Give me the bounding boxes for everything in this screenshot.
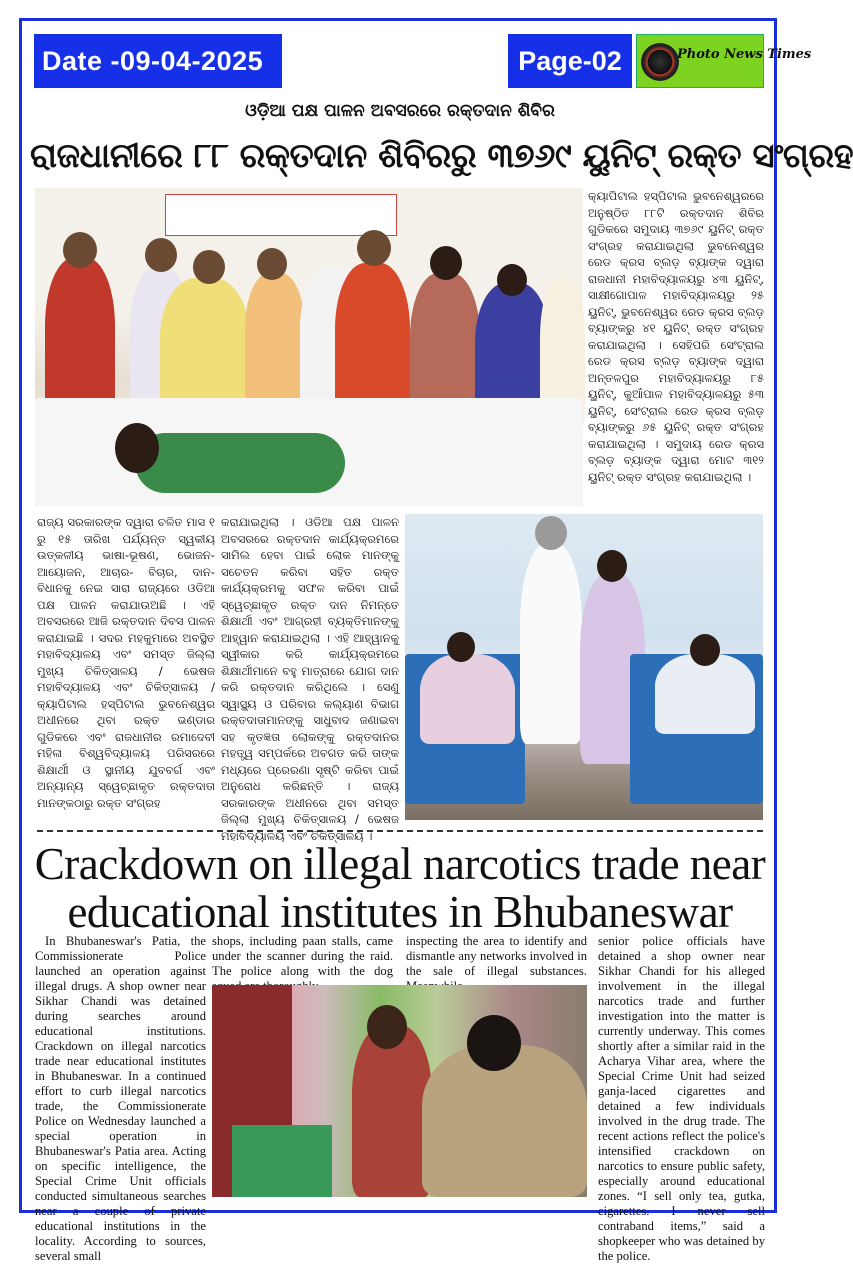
date-label: Date -09-04-2025 [34, 34, 282, 88]
english-column-4: senior police officials have detained a shop owner near Sikhar Chandi for his alleged involvement in the illegal narcotics trade and further investigation into the matter is currently underway. This comes shortly after a similar raid in the Acharya Vihar area, where the Special Crime Unit had seized ganja-laced cigarettes and detained a few individuals involved in the drug trade. The recent actions reflect the police's intensified crackdown on narcotics to ensure public safety, especially around educational zones. “I sell only tea, gutka, cigarettes. I never sell contraband items,” said a shopkeeper who was detained by the police. [598, 934, 765, 1263]
camera-lens-icon [641, 43, 679, 81]
logo-text: Photo News Times [677, 47, 812, 62]
odia-headline: ରାଜଧାନୀରେ ୮୮ ରକ୍ତଦାନ ଶିବିରରୁ ୩୭୬୯ ୟୁନିଟ୍ ରକ୍ତ ସଂଗ୍ରହ [30, 136, 853, 176]
english-column-2: shops, including paan stalls, came under the scanner during the raid. The police along with the dog [212, 934, 393, 978]
odia-body-column-2: କରାଯାଇଥିଲା । ଓଡିଆ ପକ୍ଷ ପାଳନ ଅବସରରେ ରକ୍ତଦାନ କାର୍ଯ୍ୟକ୍ରମରେ ସାମିଲ ହେବା ପାଇଁ ଲୋକ ମାନଙ୍କୁ ସଚେତନ କରିବା ସହିତ ରକ୍ତ କାର୍ଯ୍ୟକ୍ରମକୁ ସଫଳ କରିବା ପାଇଁ ସ୍ୱେଚ୍ଛାକୃତ ରକ୍ତ ଦାନ ନିମନ୍ତେ ଶିକ୍ଷାର୍ଥୀ ଏବଂ ଆଗ୍ରହୀ ବ୍ୟକ୍ତିମାନଙ୍କୁ ଆହ୍ୱାନ କରାଯାଇଥିଲା । ଏହି ଆହ୍ୱାନକୁ ସ୍ୱୀକାର କରି କାର୍ଯ୍ୟକ୍ରମରେ ଶିକ୍ଷାର୍ଥୀମାନେ ବହୁ ମାତ୍ରାରେ ଯୋଗ ଦାନ କରି ରକ୍ତଦାନ କରିଥିଲେ । ସେଣୁ ସ୍ୱାସ୍ଥ୍ୟ ଓ ପରିବାର କଲ୍ୟାଣ ବିଭାଗ ରକ୍ତଦାତାମାନଙ୍କୁ ସାଧୁବାଦ ଜଣାଇବା ସହ କୃତଜ୍ଞତା ଲୋକଙ୍କୁ ରକ୍ତଦାନର ମହତ୍ତ୍ୱ ସମ୍ପର୍କରେ ଅବଗତ କରି ତାଙ୍କ ମଧ୍ୟରେ ପ୍ରେରଣା ସୃଷ୍ଟି କରିବା ପାଇଁ ଅନୁରୋଧ କରିଛନ୍ତି । ରାଜ୍ୟ ସରକାରଙ୍କ ଅଧୀନରେ ଥିବା ସମସ୍ତ ଜିଲ୍ଲା ମୁଖ୍ୟ ଚିକିତ୍ସାଳୟ / ଭେଷଜ ମହାବିଦ୍ୟାଳୟ ଏବଂ ଚିକିତ୍ସାଳୟ । [221, 515, 399, 843]
english-column-3: inspecting the area to identify and dismantle any networks involved in the sale of illegal substances. [406, 934, 587, 978]
publication-logo [636, 34, 812, 88]
police-shop-photo [212, 985, 587, 1197]
odia-right-column: କ୍ୟାପିଟାଲ ହସ୍ପିଟାଲ ଭୁବନେଶ୍ୱରରେ ଅନୁଷ୍ଠିତ ୮୮ଟି ରକ୍ତଦାନ ଶିବିର ଗୁଡିକରେ ସମୁଦାୟ ୩୭୬୯ ୟୁନିଟ୍ ରକ୍ତ ସଂଗ୍ରହ କରାଯାଇଥିଲା ଭୁବନେଶ୍ୱର ରେଡ କ୍ରସ ବ୍ଲଡ଼ ବ୍ୟାଙ୍କ ଦ୍ୱାରା ରାଜଧାନୀ ମହାବିଦ୍ୟାଳୟରୁ ୪୩ ୟୁନିଟ୍, ସାକ୍ଷୀଗୋପାଳ ମହାବିଦ୍ୟାଳୟରୁ ୨୫ ୟୁନିଟ୍, ଭୁବନେଶ୍ୱର ରେଡ କ୍ରସ ବ୍ଲଡ଼ ବ୍ୟାଙ୍କରୁ ୪୧ ୟୁନିଟ୍ ରକ୍ତ ସଂଗ୍ରହ କରାଯାଇଥିଲା । ସେହିପରି ସେଂଟ୍ରାଲ ରେଡ କ୍ରସ ବ୍ଲଡ଼ ବ୍ୟାଙ୍କ ଦ୍ୱାରା ଅନ୍ତଳପୁର ମହାବିଦ୍ୟାଳୟରୁ ୮୫ ୟୁନିଟ୍, କୁଆଁପାଳ ମହାବିଦ୍ୟାଳୟରୁ ୫୩ ୟୁନିଟ୍, ସେଂଟ୍ରାଲ ରେଡ କ୍ରସ ବ୍ଲଡ଼ ବ୍ୟାଙ୍କରୁ ୬୫ ୟୁନିଟ୍ ରକ୍ତ ସଂଗ୍ରହ କରାଯାଇଥିଲା । ସମୁଦାୟ ରେଡ କ୍ରସ ବ୍ଲଡ଼ ବ୍ୟାଙ୍କ ଦ୍ୱାରା ମୋଟ ୩୧୨ ୟୁନିଟ୍ ରକ୍ତ ସଂଗ୍ରହ କରାଯାଇଥିଲା । [588, 189, 764, 484]
odia-body-column-1: ରାଜ୍ୟ ସରକାରଙ୍କ ଦ୍ୱାରା ଚଳିତ ମାସ ୧ ରୁ ୧୫ ତାରିଖ ପର୍ଯ୍ୟନ୍ତ ସ୍ୱକୀୟ ଉତ୍କଳୀୟ ଭାଷା-ଭୂଷଣ, ଭୋଜନ-ଆୟୋଜନ, ଆଚାର- ବିଚାର, ଦାନ-ବିଧାନକୁ ନେଇ ସାରା ରାଜ୍ୟରେ ଓଡିଆ ପକ୍ଷ ପାଳନ କରାଯାଉଅଛି । ଏହି ଅବସରରେ ଆଜି ରକ୍ତଦାନ ଦିବସ ପାଳନ କରାଯାଇଛି । ସଦର ମହକୁମାରେ ଅବସ୍ଥିତ ମହାବିଦ୍ୟାଳୟ ଏବଂ ସମସ୍ତ ଜିଲ୍ଲା ମୁଖ୍ୟ ଚିକିତ୍ସାଳୟ / ଭେଷଜ ମହାବିଦ୍ୟାଳୟ ଏବଂ ଚିକିତ୍ସାଳୟ / କ୍ୟାପିଟାଲ ହସ୍ପିଟାଲ ଭୁବନେଶ୍ୱର ଅଧୀନରେ ଥିବା ରକ୍ତ ଭଣ୍ଡାର ଗୁଡିକରେ ଏବଂ ରାଜଧାନୀର ରମାଦେବୀ ମହିଳା ବିଶ୍ୱବିଦ୍ୟାଳୟ ପରିସରରେ ଶିକ୍ଷାର୍ଥୀ ଓ ସ୍ଥାନୀୟ ଯୁବବର୍ଗ ଏବଂ ଅନ୍ୟାନ୍ୟ ସ୍ୱେଚ୍ଛାକୃତ ରକ୍ତଦାତା ମାନଙ୍କଠାରୁ ରକ୍ତ ସଂଗ୍ରହ [37, 515, 215, 810]
odia-kicker [37, 96, 763, 126]
camp-banner [165, 194, 397, 236]
blood-camp-group-photo [35, 188, 583, 506]
donors-photo [405, 514, 763, 820]
page-number: Page-02 [508, 34, 632, 88]
english-headline: Crackdown on illegal narcotics trade near educational institutes in Bhubaneswar [34, 839, 766, 937]
odia-kicker-text: ଓଡ଼ିଆ ପକ୍ଷ ପାଳନ ଅବସରରେ ରକ୍ତଦାନ ଶିବିର [245, 101, 555, 121]
section-divider [37, 830, 763, 832]
english-column-1: In Bhubaneswar's Patia, the Commissionerate Police launched an operation against illegal drugs. A shop owner near Sikhar Chandi was detained during searches around educational institutions. Crackdown on illegal narcotics trade near educational institutes in Bhubaneswar. In a continued effort to curb illegal narcotics trade, the Commissionerate Police on Wednesday launched a special operation in Bhubaneswar's Patia area. Acting on specific intelligence, the Special Crime Unit officials conducted simultaneous searches near a couple of private educational institutions in the locality. According to sources, several small [35, 934, 206, 1263]
